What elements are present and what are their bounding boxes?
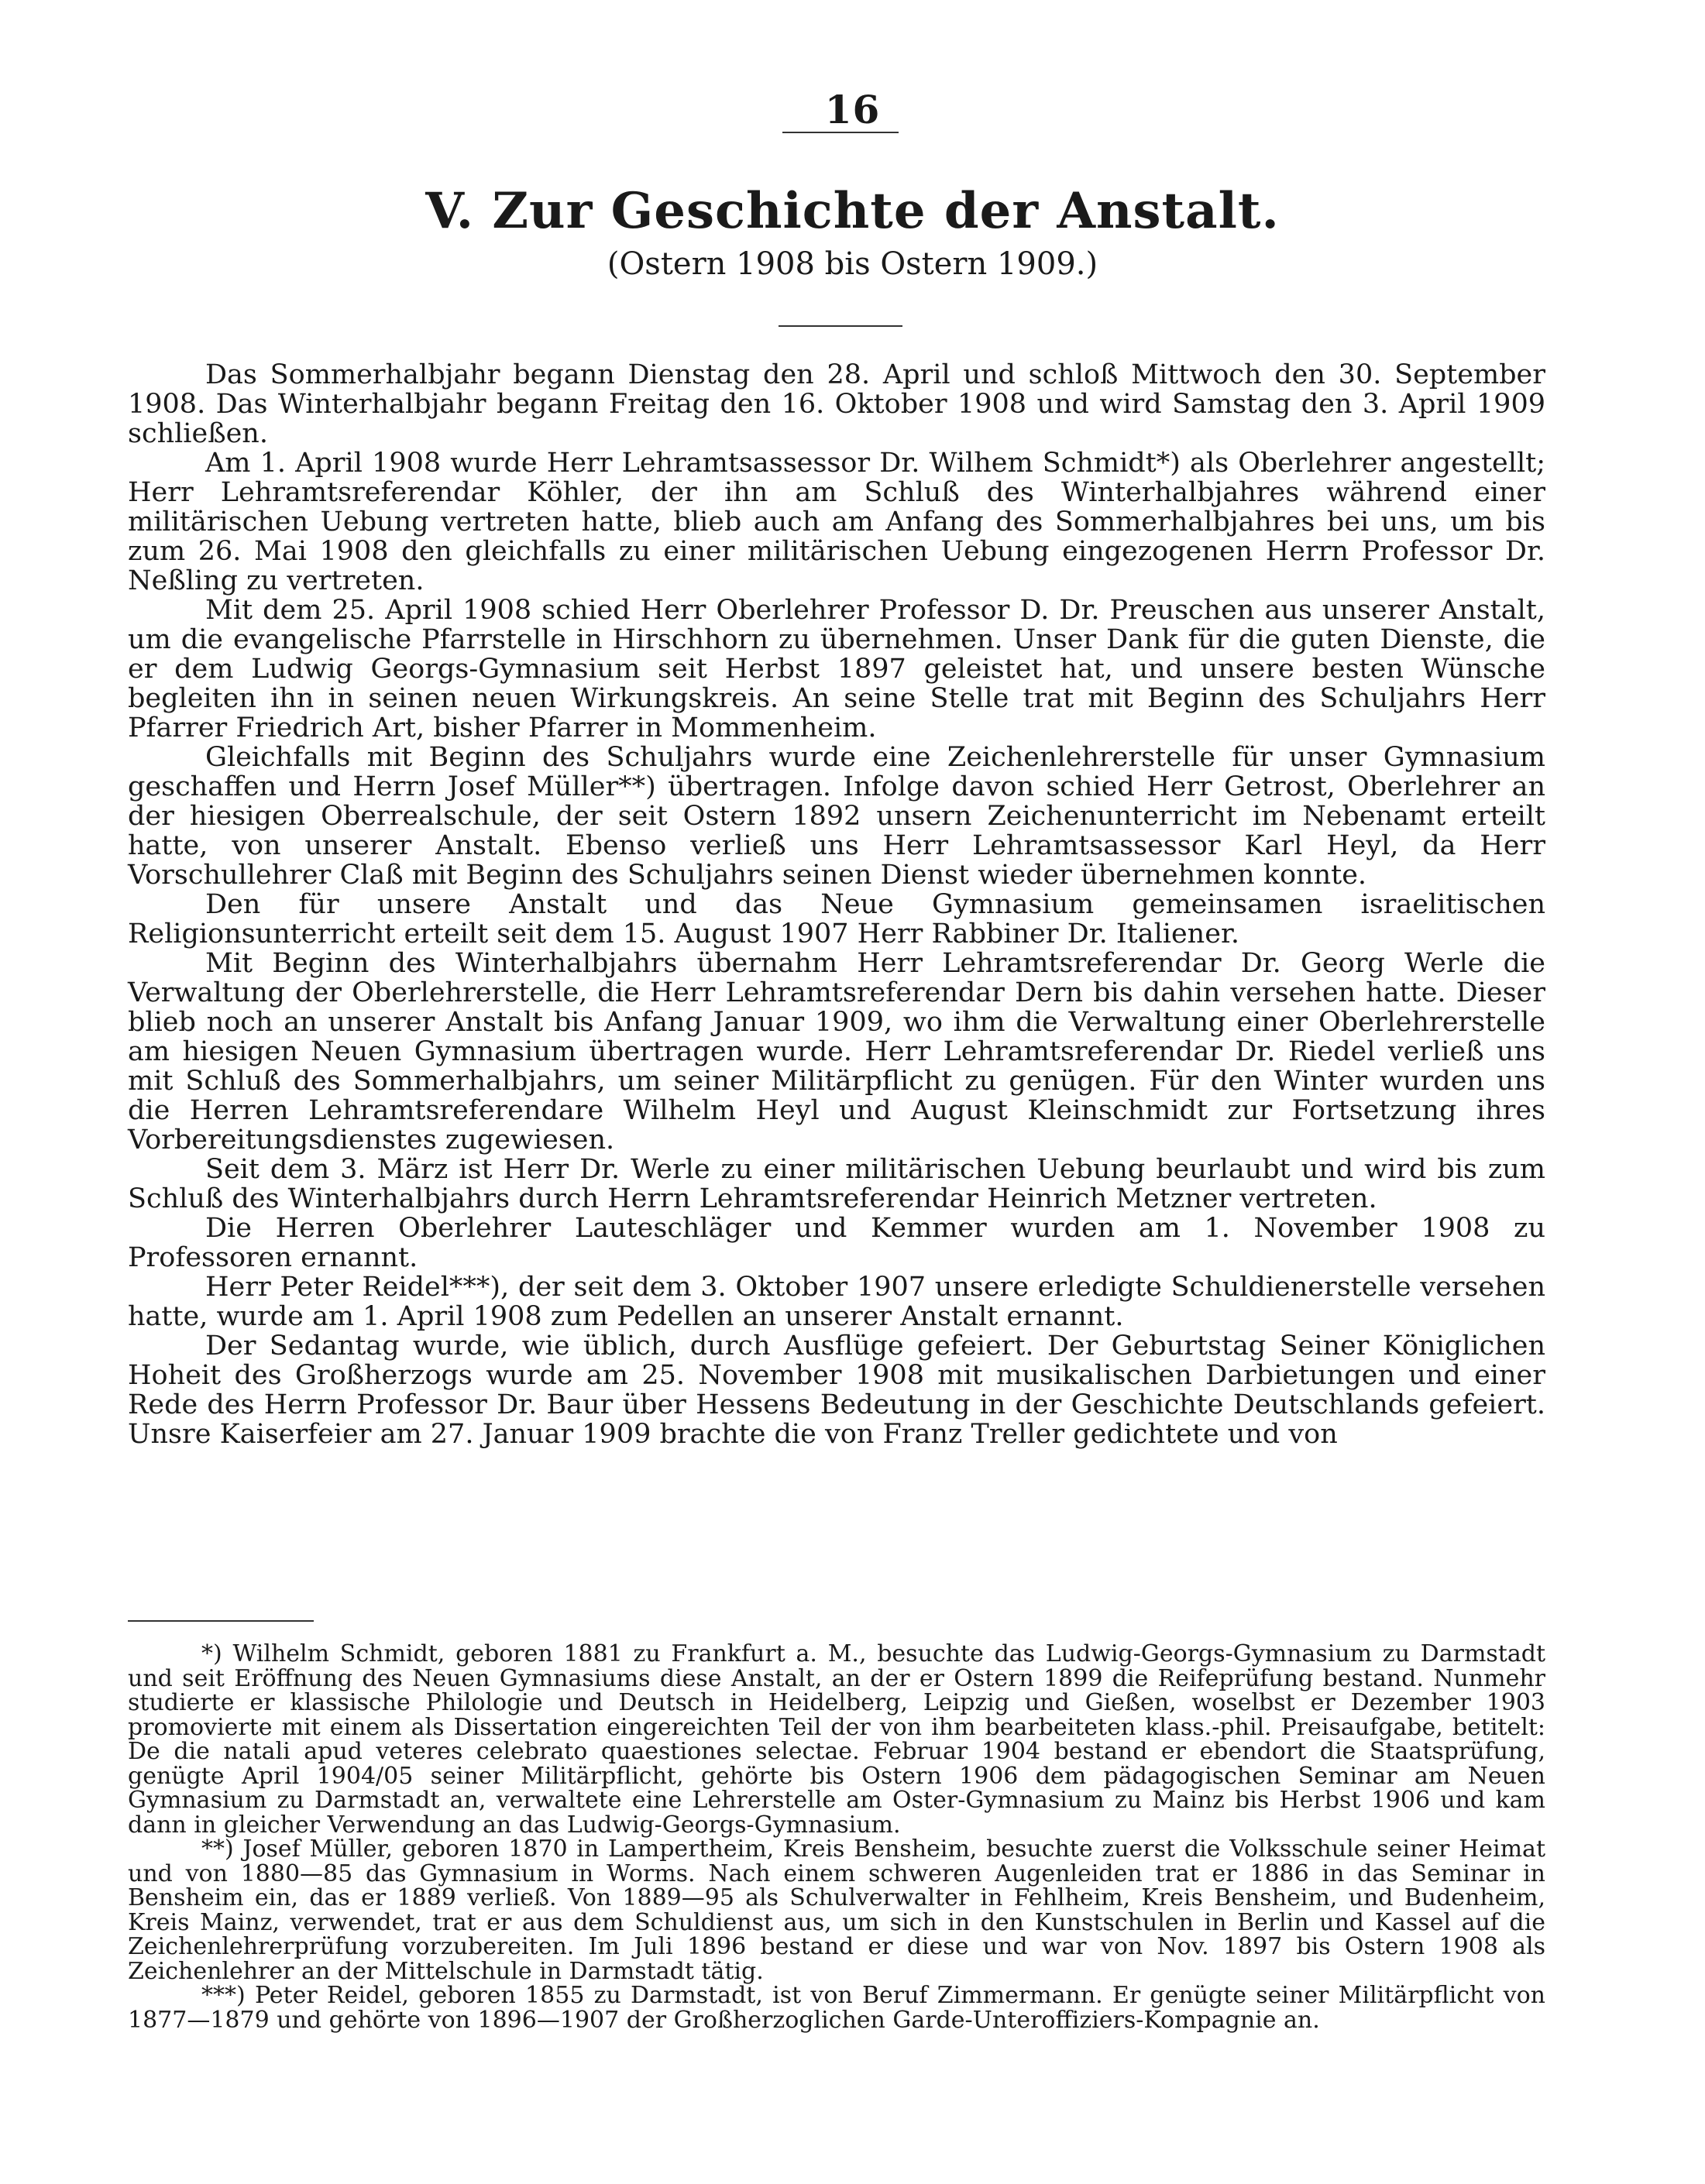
paragraph: Den für unsere Anstalt und das Neue Gymnasium gemeinsamen israelitischen Religionsunterricht erteilt seit dem 15. August 1907 Herr Rabbiner Dr. Italiener. — [128, 889, 1545, 949]
paragraph: Mit Beginn des Winterhalbjahrs übernahm Herr Lehramtsreferendar Dr. Georg Werle die Verwaltung der Oberlehrerstelle, die Herr Lehramtsreferendar Dern bis dahin versehen hatte. Dieser blieb noch an unserer Anstalt bis Anfang Januar 1909, wo ihm die Verwaltung einer Oberlehrerstelle am hiesigen Neuen Gymnasium übertragen wurde. Herr Lehramtsreferendar Dr. Riedel verließ uns mit Schluß des Sommerhalbjahrs, um seiner Militärpflicht zu genügen. Für den Winter wurden uns die Herren Lehramtsreferendare Wilhelm Heyl und August Kleinschmidt zur Fortsetzung ihres Vorbereitungsdienstes zugewiesen. — [128, 948, 1545, 1156]
page-number: 16 — [824, 87, 881, 132]
footnote-rule — [128, 1620, 314, 1622]
header-rule — [782, 132, 899, 133]
footnote: **) Josef Müller, geboren 1870 in Lampertheim, Kreis Bensheim, besuchte zuerst die Volksschule seiner Heimat und von 1880—85 das Gymnasium in Worms. Nach einem schweren Augenleiden trat er 1886 in das Seminar in Bensheim ein, das er 1889 verließ. Von 1889—95 als Schulverwalter in Fehlheim, Kreis Bensheim, und Budenheim, Kreis Mainz, verwendet, trat er aus dem Schuldienst aus, um sich in den Kunstschulen in Berlin und Kassel auf die Zeichenlehrerprüfung vorzubereiten. Im Juli 1896 bestand er diese und war von Nov. 1897 bis Ostern 1908 als Zeichenlehrer an der Mittelschule in Darmstadt tätig. — [128, 1835, 1545, 1985]
title-divider — [779, 325, 902, 327]
paragraph: Mit dem 25. April 1908 schied Herr Oberlehrer Professor D. Dr. Preuschen aus unserer Anstalt, um die evangelische Pfarrstelle in Hirschhorn zu übernehmen. Unser Dank für die guten Dienste, die er dem Ludwig Georgs-Gymnasium seit Herbst 1897 geleistet hat, und unsere besten Wünsche begleiten ihn in seinen neuen Wirkungskreis. An seine Stelle trat mit Beginn des Schuljahrs Herr Pfarrer Friedrich Art, bisher Pfarrer in Mommenheim. — [128, 595, 1545, 743]
paragraph: Das Sommerhalbjahr begann Dienstag den 28. April und schloß Mittwoch den 30. September 1908. Das Winterhalbjahr begann Freitag den 16. Oktober 1908 und wird Samstag den 3. April 1909 schließen. — [128, 359, 1545, 449]
footnote: ***) Peter Reidel, geboren 1855 zu Darmstadt, ist von Beruf Zimmermann. Er genügte seiner Militärpflicht von 1877—1879 und gehörte von 1896—1907 der Großherzoglichen Garde-Unteroffiziers-Kompagnie an. — [128, 1982, 1545, 2034]
paragraph: Seit dem 3. März ist Herr Dr. Werle zu einer militärischen Uebung beurlaubt und wird bis zum Schluß des Winterhalbjahrs durch Herrn Lehramtsreferendar Heinrich Metzner vertreten. — [128, 1154, 1545, 1214]
main-text — [128, 360, 1545, 1449]
paragraph: Herr Peter Reidel***), der seit dem 3. Oktober 1907 unsere erledigte Schuldienerstelle versehen hatte, wurde am 1. April 1908 zum Pedellen an unserer Anstalt ernannt. — [128, 1272, 1545, 1332]
paragraph: Am 1. April 1908 wurde Herr Lehramtsassessor Dr. Wilhem Schmidt*) als Oberlehrer angestellt; Herr Lehramtsreferendar Köhler, der ihn am Schluß des Winterhalbjahres während einer militärischen Uebung vertreten hatte, blieb auch am Anfang des Sommerhalbjahres bei uns, um bis zum 26. Mai 1908 den gleichfalls zu einer militärischen Uebung eingezogenen Herrn Professor Dr. Neßling zu vertreten. — [128, 448, 1545, 596]
paragraph: Gleichfalls mit Beginn des Schuljahrs wurde eine Zeichenlehrerstelle für unser Gymnasium geschaffen und Herrn Josef Müller**) übertragen. Infolge davon schied Herr Getrost, Oberlehrer an der hiesigen Oberrealschule, der seit Ostern 1892 unsern Zeichenunterricht im Nebenamt erteilt hatte, von unserer Anstalt. Ebenso verließ uns Herr Lehramtsassessor Karl Heyl, da Herr Vorschullehrer Claß mit Beginn des Schuljahrs seinen Dienst wieder übernehmen konnte. — [128, 742, 1545, 891]
section-title: V. Zur Geschichte der Anstalt. — [425, 182, 1280, 240]
footnote: *) Wilhelm Schmidt, geboren 1881 zu Frankfurt a. M., besuchte das Ludwig-Georgs-Gymnasium zu Darmstadt und seit Eröffnung des Neuen Gymnasiums diese Anstalt, an der er Ostern 1899 die Reifeprüfung bestand. Nunmehr studierte er klassische Philologie und Deutsch in Heidelberg, Leipzig und Gießen, woselbst er Dezember 1903 promovierte mit einem als Dissertation eingereichten Teil der von ihm bearbeiteten klass.-phil. Preisaufgabe, betitelt: De die natali apud veteres celebrato quaestiones selectae. Februar 1904 bestand er ebendort die Staatsprüfung, genügte April 1904/05 seiner Militärpflicht, gehörte bis Ostern 1906 dem pädagogischen Seminar am Neuen Gymnasium zu Darmstadt an, verwaltete eine Lehrerstelle am Oster-Gymnasium zu Mainz bis Herbst 1906 und kam dann in gleicher Verwendung an das Ludwig-Georgs-Gymnasium. — [128, 1640, 1545, 1839]
section-subtitle: (Ostern 1908 bis Ostern 1909.) — [607, 246, 1098, 282]
paragraph: Die Herren Oberlehrer Lauteschläger und Kemmer wurden am 1. November 1908 zu Professoren ernannt. — [128, 1213, 1545, 1273]
paragraph: Der Sedantag wurde, wie üblich, durch Ausflüge gefeiert. Der Geburtstag Seiner Königlichen Hoheit des Großherzogs wurde am 25. November 1908 mit musikalischen Darbietungen und einer Rede des Herrn Professor Dr. Baur über Hessens Bedeutung in der Geschichte Deutschlands gefeiert. Unsre Kaiserfeier am 27. Januar 1909 brachte die von Franz Treller gedichtete und von — [128, 1331, 1545, 1450]
footnotes — [128, 1642, 1545, 2032]
